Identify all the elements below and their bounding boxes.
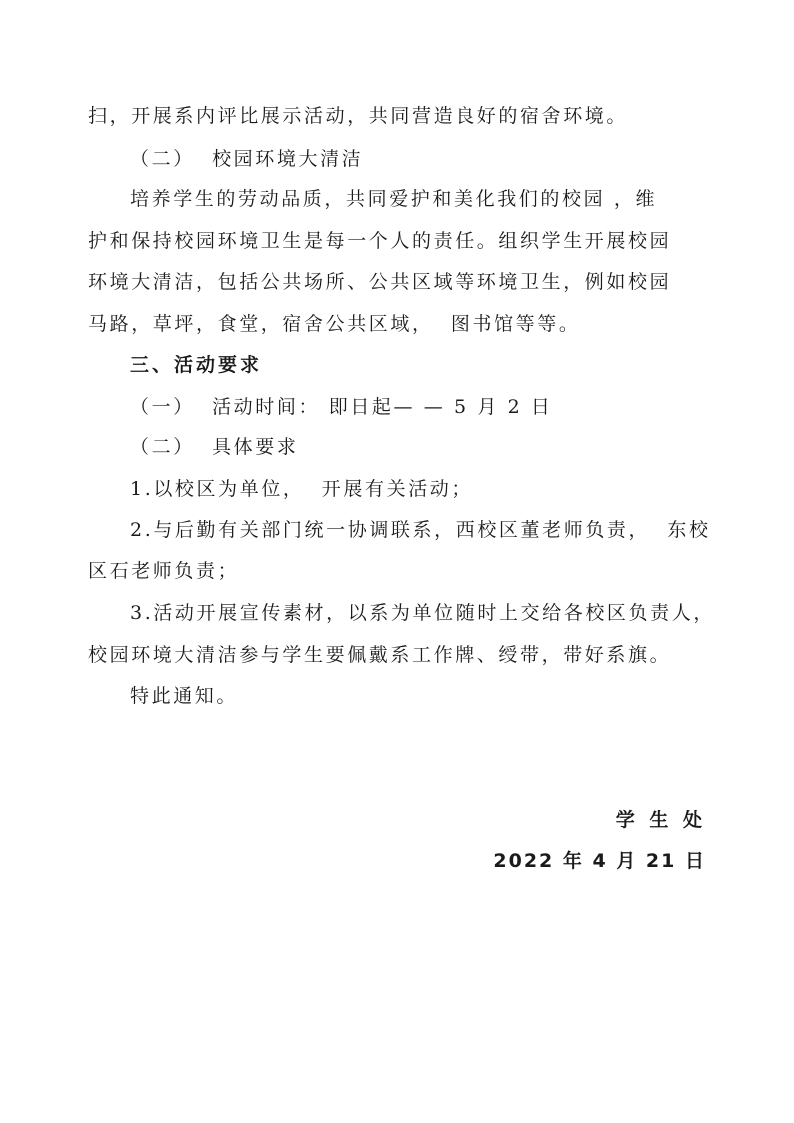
paragraph-line: 马路，草坪，食堂，宿舍公共区域， 图书馆等等。 bbox=[88, 313, 581, 335]
section-heading-requirements: 三、活动要求 bbox=[130, 354, 263, 376]
subsection-title-requirements: （二） 具体要求 bbox=[130, 436, 299, 458]
signature-department: 学 生 处 bbox=[615, 809, 706, 831]
requirement-item-1: 1.以校区为单位， 开展有关活动； bbox=[130, 478, 474, 500]
subsection-activity-time: （一） 活动时间： 即日起— — 5 月 2 日 bbox=[130, 396, 553, 418]
paragraph-line: 培养学生的劳动品质，共同爱护和美化我们的校园 ，维 bbox=[130, 188, 658, 210]
requirement-item-3-cont: 校园环境大清洁参与学生要佩戴系工作牌、绶带，带好系旗。 bbox=[88, 644, 672, 666]
paragraph-line: 扫，开展系内评比展示活动，共同营造良好的宿舍环境。 bbox=[88, 105, 629, 127]
subsection-title-cleaning: （二） 校园环境大清洁 bbox=[130, 148, 364, 170]
requirement-item-2: 2.与后勤有关部门统一协调联系，西校区董老师负责， 东校 bbox=[130, 519, 711, 541]
requirement-item-3: 3.活动开展宣传素材，以系为单位随时上交给各校区负责人， bbox=[130, 602, 715, 624]
requirement-item-2-cont: 区石老师负责； bbox=[88, 560, 240, 582]
signature-date: 2022 年 4 月 21 日 bbox=[493, 850, 706, 872]
paragraph-line: 环境大清洁，包括公共场所、公共区域等环境卫生，例如校园 bbox=[88, 271, 672, 293]
paragraph-line: 护和保持校园环境卫生是每一个人的责任。组织学生开展校园 bbox=[88, 230, 672, 252]
closing-notice: 特此通知。 bbox=[130, 685, 239, 707]
